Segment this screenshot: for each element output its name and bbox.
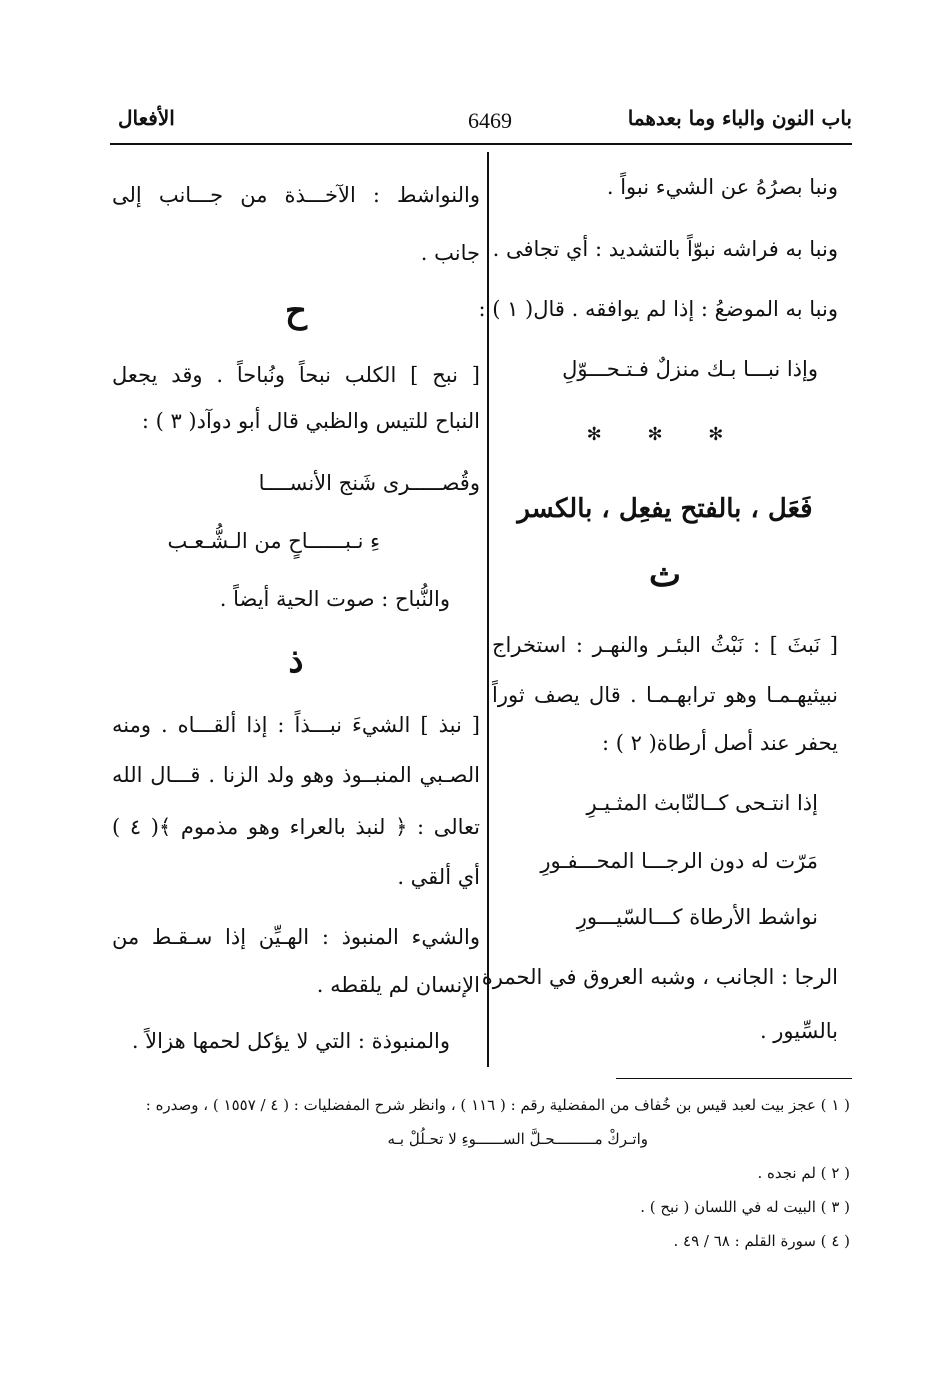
- text-line: ونبا به الموضعُ : إذا لم يوافقه . قال( ١ ) :: [478, 297, 838, 321]
- text-line: [ نبذ ] الشيءَ نبـــذاً : إذا ألقـــاه . ومنه: [112, 713, 480, 737]
- text-line: الصـبي المنبــوذ وهو ولد الزنا . قـــال الله: [112, 763, 480, 787]
- column-divider: [487, 152, 489, 1067]
- letter-heading: ح: [285, 291, 307, 331]
- letter-heading: ث: [648, 555, 681, 595]
- text-line: الإنسان لم يلقطه .: [316, 973, 480, 997]
- verse-line: نواشط الأرطاة كـــالسّيـــورِ: [576, 905, 818, 929]
- text-line: والنواشط : الآخـــذة من جـــانب إلى: [112, 183, 480, 207]
- header-rule: [110, 143, 852, 145]
- page-number: 6469: [468, 108, 512, 133]
- section-title: الأفعال: [118, 106, 175, 130]
- section-heading: فَعَل ، بالفتح يفعِل ، بالكسر: [517, 494, 813, 524]
- text-line: أي ألقي .: [397, 865, 480, 889]
- text-line: تعالى : ﴿ لنبذ بالعراء وهو مذموم ﴾( ٤ ): [112, 815, 481, 839]
- text-line: والشيء المنبوذ : الهـيِّن إذا سـقـط من: [112, 925, 480, 949]
- footnote-4: ( ٤ ) سورة القلم : ٦٨ / ٤٩ .: [673, 1232, 850, 1250]
- footnote-2: ( ٢ ) لم نجده .: [757, 1164, 850, 1182]
- text-line: جانب .: [420, 241, 480, 265]
- text-line: [ نَبثَ ] : نَبْثُ البئـر والنهـر : استخراج: [492, 633, 838, 657]
- text-line: [ نبح ] الكلب نبحاً ونُباحاً . وقد يجعل: [112, 363, 480, 387]
- text-line: نبيثيهـمـا وهو ترابهـمـا . قال يصف ثوراً: [492, 683, 838, 707]
- verse-line: إذا انتـحى كــالنّابث المثـيـرِ: [586, 791, 818, 815]
- footnote-1-verse: واتـركْ مـــــــــحـلَّ الســــــوءِ لا تحـلُلْ بـه: [387, 1130, 648, 1148]
- text-line: ونبا به فراشه نبوّاً بالتشديد : أي تجافى .: [492, 237, 838, 261]
- section-separator: ✻ ✻ ✻: [586, 424, 744, 445]
- chapter-title: باب النون والباء وما بعدهما: [627, 106, 852, 130]
- text-line: النباح للتيس والظبي قال أبو دوآد( ٣ ) :: [141, 409, 480, 433]
- verse-line: وإذا نبـــا بـك منزلٌ فـتـحـــوّلِ: [562, 357, 818, 381]
- verse-line: ءِ نـبــــــاحٍ من الـشُّـعـب: [167, 529, 380, 553]
- footnote-rule: [616, 1078, 852, 1079]
- text-line: ونبا بصرُهُ عن الشيء نبواً .: [606, 175, 838, 199]
- footnote-1: ( ١ ) عجز بيت لعبد قيس بن خُفاف من المفضلية رقم : ( ١١٦ ) ، وانظر شرح المفضليات : ( ٤ / ١٥٥٧ ) ، وصدره :: [145, 1096, 850, 1114]
- footnote-3: ( ٣ ) البيت له في اللسان ( نبح ) .: [640, 1198, 850, 1216]
- text-line: الرجا : الجانب ، وشبه العروق في الحمرة: [481, 965, 838, 989]
- text-line: والنُّباح : صوت الحية أيضاً .: [219, 587, 450, 611]
- verse-line: وقُصـــــرى شَنج الأنســــا: [258, 471, 480, 495]
- text-line: يحفر عند أصل أرطاة( ٢ ) :: [602, 731, 838, 755]
- verse-line: مَرّت له دون الرجـــا المحـــفـورِ: [540, 849, 818, 873]
- text-line: والمنبوذة : التي لا يؤكل لحمها هزالاً .: [131, 1029, 450, 1053]
- letter-heading: ذ: [288, 641, 304, 681]
- text-line: بالسِّيور .: [759, 1019, 838, 1043]
